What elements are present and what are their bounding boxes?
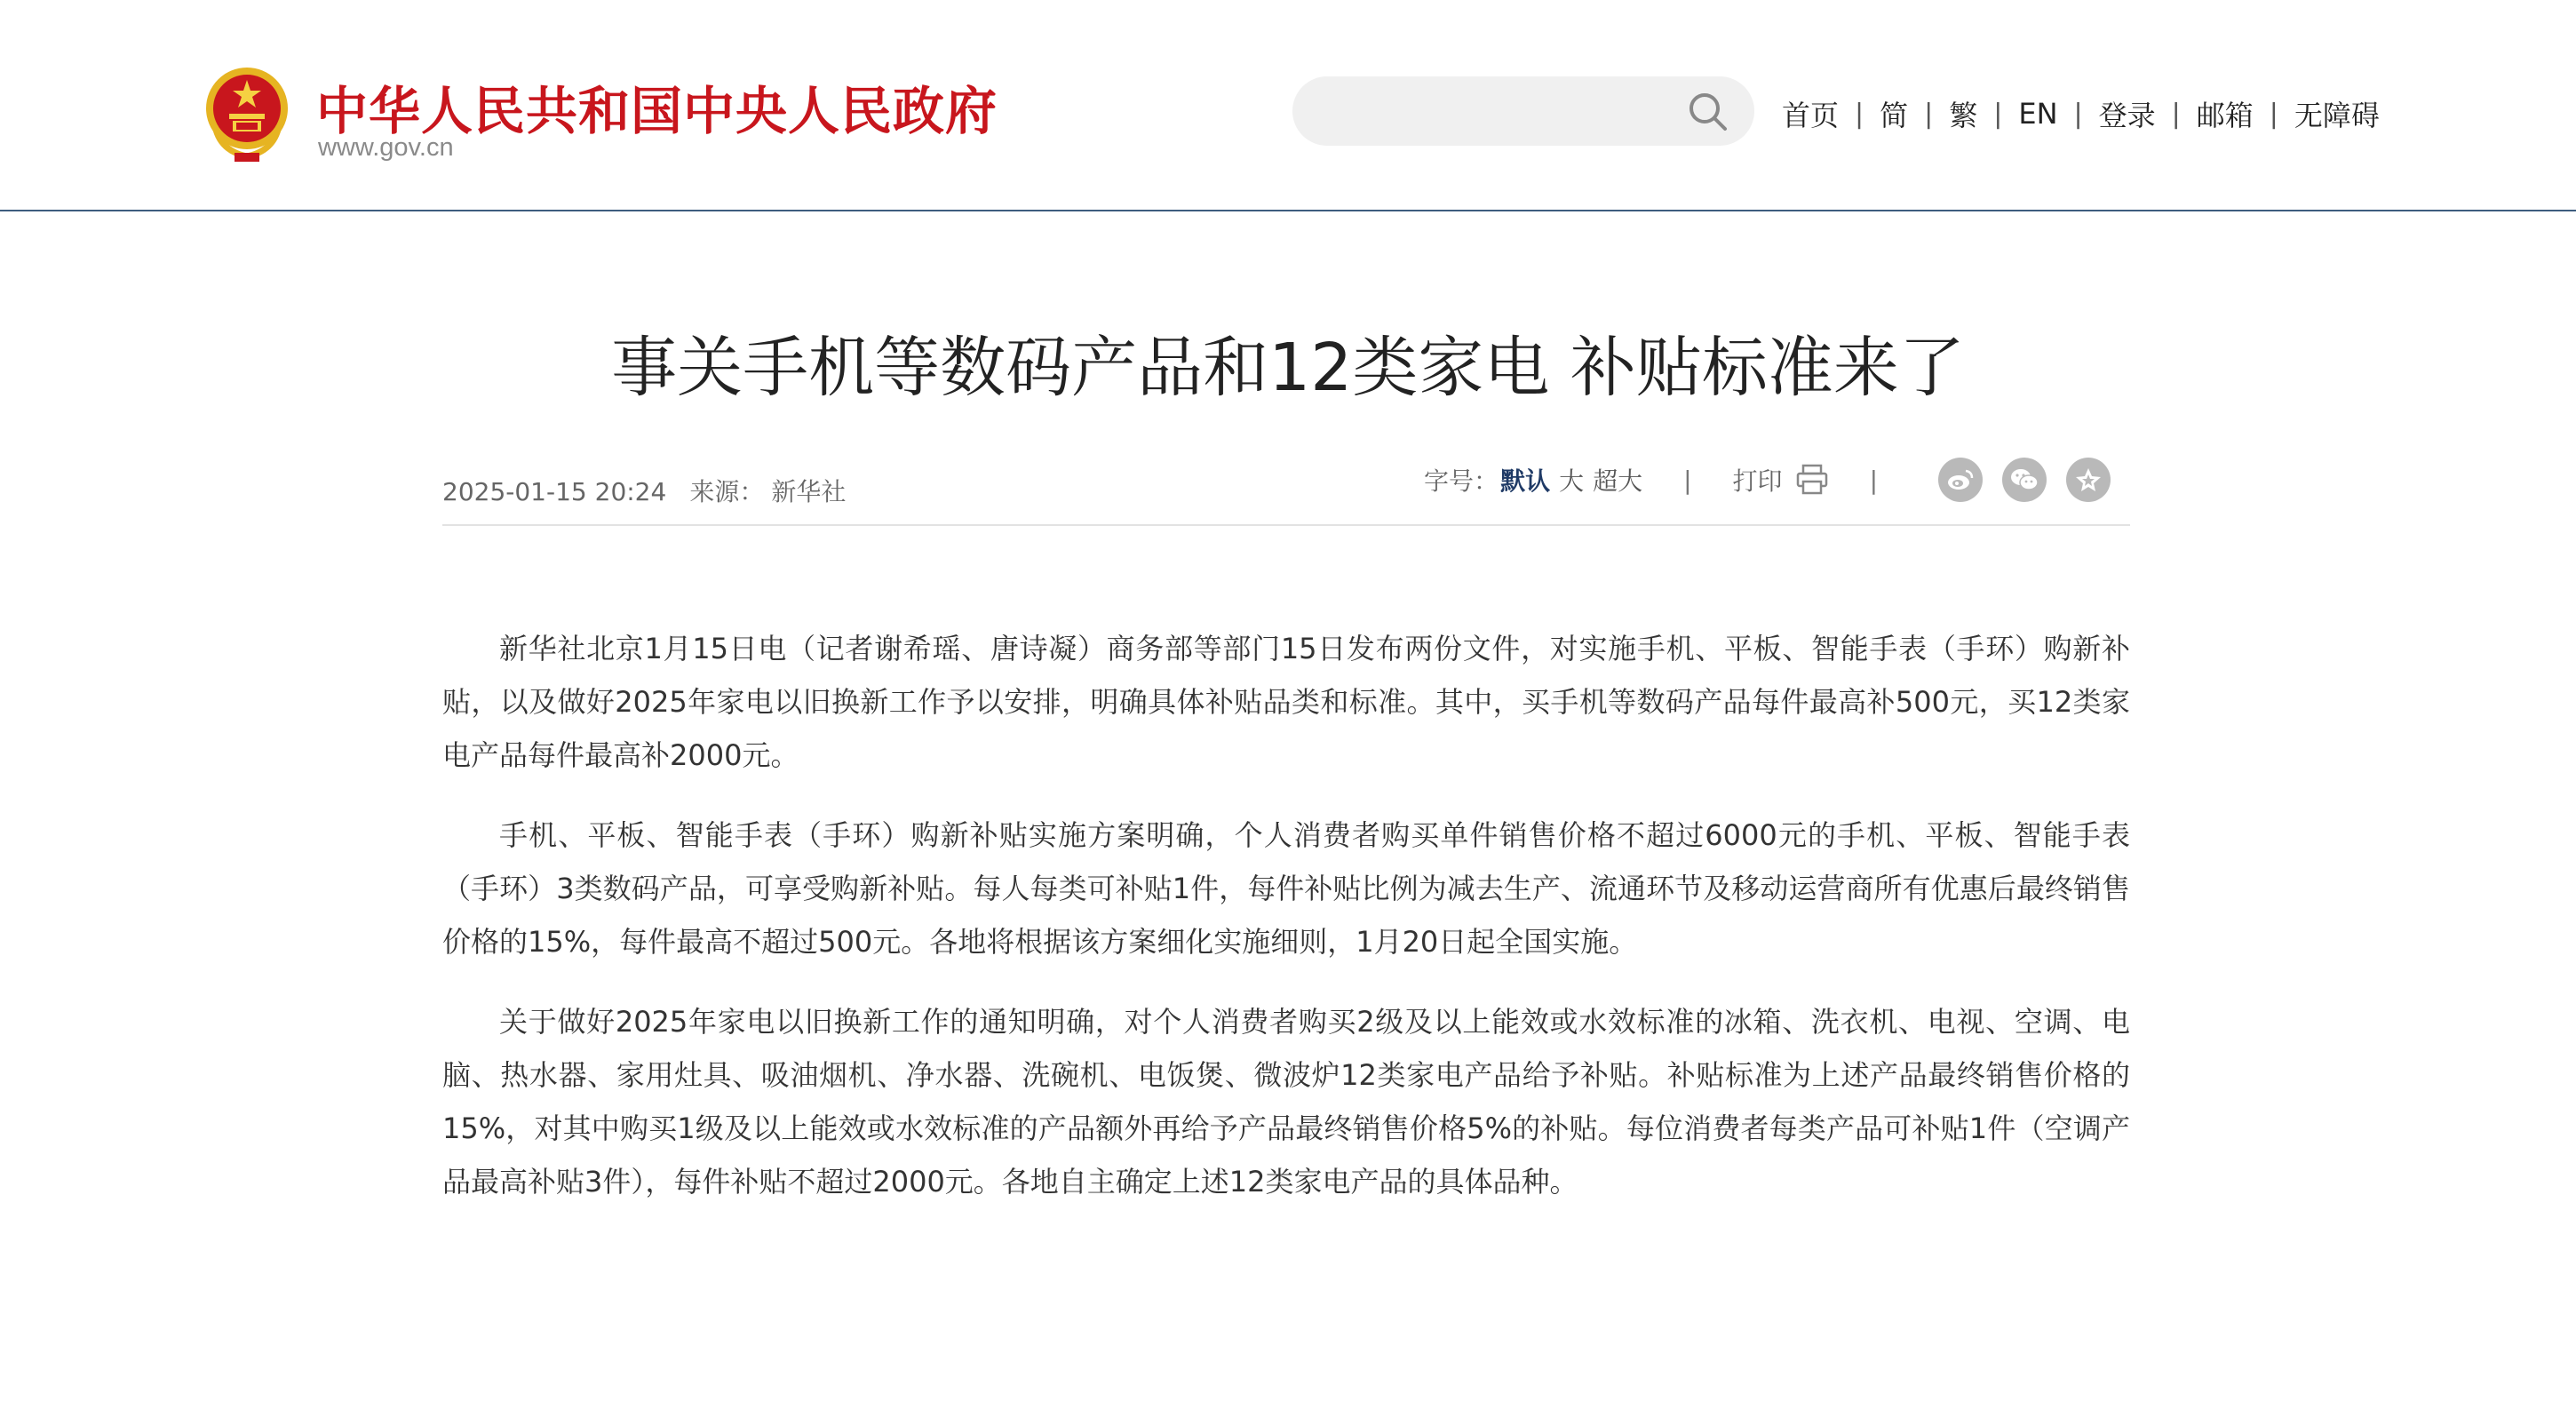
nav-mail[interactable]: 邮箱 (2196, 99, 2254, 132)
national-emblem-icon[interactable] (203, 64, 291, 163)
wechat-icon[interactable] (2002, 458, 2047, 502)
nav-login[interactable]: 登录 (2098, 99, 2156, 132)
article-meta (442, 465, 2130, 526)
nav-separator: | (2073, 98, 2083, 130)
print-label[interactable]: 打印 (1732, 466, 1783, 496)
font-size-large[interactable]: 大 (1559, 466, 1585, 496)
source-name: 新华社 (771, 477, 847, 506)
meta-left (442, 473, 869, 508)
font-size-default[interactable]: 默认 (1500, 466, 1551, 496)
nav-accessibility[interactable]: 无障碍 (2294, 99, 2380, 132)
top-nav (1782, 92, 2380, 135)
font-size-label: 字号： (1424, 466, 1499, 496)
nav-simplified[interactable]: 简 (1880, 99, 1909, 132)
nav-separator: | (2269, 98, 2278, 130)
nav-separator: | (1855, 98, 1864, 130)
nav-english[interactable]: EN (2018, 97, 2058, 131)
site-header (0, 0, 2576, 211)
site-url: www.gov.cn (318, 133, 454, 162)
paragraph: 关于做好2025年家电以旧换新工作的通知明确，对个人消费者购买2级及以上能效或水效标准的冰箱、洗衣机、电视、空调、电脑、热水器、家用灶具、吸油烟机、净水器、洗碗机、电饭煲、微波炉12类家电产品给予补贴。补贴标准为上述产品最终销售价格的15%，对其中购买1级及以上能效或水效标准的产品额外再给予产品最终销售价格5%的补贴。每位消费者每类产品可补贴1件（空调产品最高补贴3件），每件补贴不超过2000元。各地自主确定上述12类家电产品的具体品种。 (442, 1005, 2130, 1199)
paragraph: 手机、平板、智能手表（手环）购新补贴实施方案明确，个人消费者购买单件销售价格不超过6000元的手机、平板、智能手表（手环）3类数码产品，可享受购新补贴。每人每类可补贴1件，每件补贴比例为减去生产、流通环节及移动运营商所有优惠后最终销售价格的15%，每件最高不超过500元。各地将根据该方案细化实施细则，1月20日起全国实施。 (442, 818, 2130, 959)
article-body (442, 622, 2130, 1235)
favorite-star-icon[interactable] (2066, 458, 2111, 502)
source-label: 来源： (689, 477, 765, 506)
nav-traditional[interactable]: 繁 (1949, 99, 1978, 132)
article-title: 事关手机等数码产品和12类家电 补贴标准来了 (611, 330, 1965, 406)
paragraph: 新华社北京1月15日电（记者谢希瑶、唐诗凝）商务部等部门15日发布两份文件，对实施手机、平板、智能手表（手环）购新补贴，以及做好2025年家电以旧换新工作予以安排，明确具体补贴品类和标准。其中，买手机等数码产品每件最高补500元，买12类家电产品每件最高补2000元。 (442, 632, 2130, 772)
nav-home[interactable]: 首页 (1782, 99, 1840, 132)
nav-separator: | (1924, 98, 1934, 130)
site-title[interactable]: 中华人民共和国中央人民政府 (316, 81, 998, 141)
meta-separator: | (1683, 465, 1692, 495)
font-size-xlarge[interactable]: 超大 (1593, 466, 1643, 496)
publish-datetime: 2025-01-15 20:24 (442, 477, 667, 506)
print-icon[interactable] (1795, 464, 1829, 496)
nav-separator: | (1993, 98, 2003, 130)
weibo-icon[interactable] (1938, 458, 1983, 502)
meta-tools (1424, 455, 2111, 505)
nav-separator: | (2171, 98, 2181, 130)
meta-separator: | (1869, 465, 1878, 495)
search-icon[interactable] (1686, 90, 1730, 134)
search-input[interactable] (1319, 76, 1674, 146)
search-box[interactable] (1292, 76, 1754, 146)
